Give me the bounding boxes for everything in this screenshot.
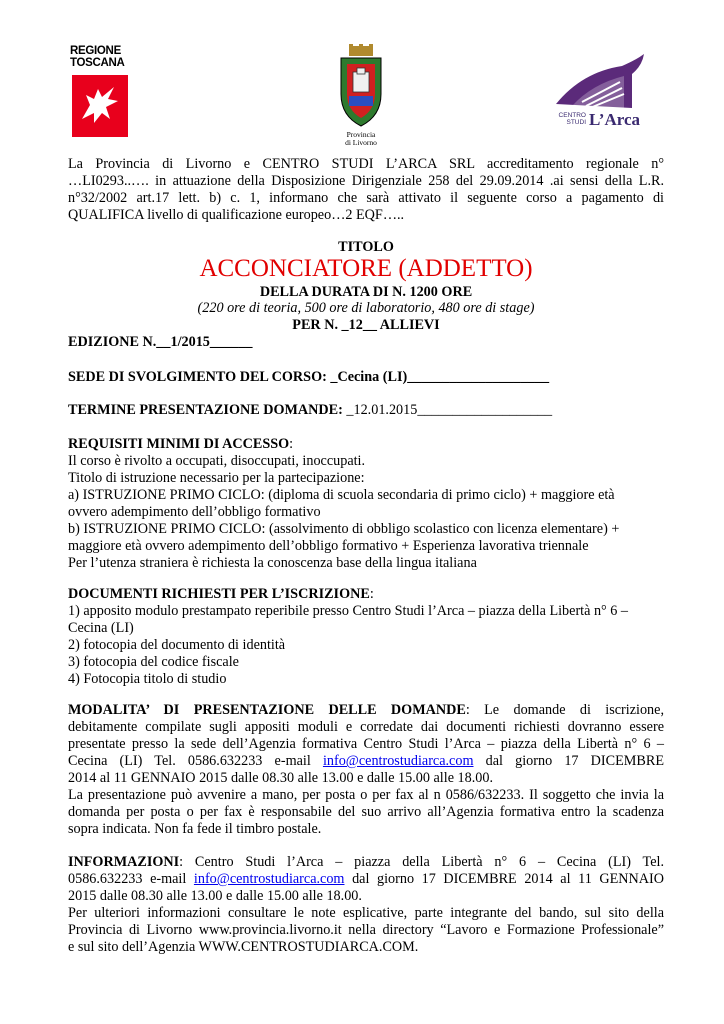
province-caption-1: Provincia bbox=[346, 130, 376, 139]
course-allievi: PER N. _12__ ALLIEVI bbox=[292, 317, 440, 333]
informazioni-line: e sul sito dell’Agenzia WWW.CENTROSTUDIARCA.COM. bbox=[68, 939, 419, 955]
informazioni-line: 2015 dalle 08.30 alle 13.00 e dalle 15.00 alle 18.00. bbox=[68, 888, 362, 904]
termine-row bbox=[68, 402, 664, 419]
modalita-line: debitamente compilate sugli appositi moduli e corredate dai documenti richiesti dovranno essere bbox=[68, 719, 664, 735]
arca-small-text: CENTRO STUDI bbox=[558, 112, 586, 126]
titolo-label: TITOLO bbox=[338, 239, 394, 255]
intro-line-2: …LI0293..…. in attuazione della Disposizione Dirigenziale 258 del 29.09.2014 .ai sensi della L.R. bbox=[68, 173, 664, 189]
requisiti-section: REQUISITI MINIMI DI ACCESSO: Il corso è rivolto a occupati, disoccupati, inoccupati. Titolo di istruzione necessario per la partecipazione: a) ISTRUZIONE PRIMO CICLO: (diploma di scuola secondaria di primo ciclo) + maggiore età ovvero adempimento dell’obbligo formativo b) ISTRUZIONE PRIMO CICLO: (assolvimento di obbligo scolastico con licenza elementare) + maggiore età ovvero adempimento dell’obbligo formativo + Esperienza lavorativa triennale Per l’utenza straniera è richiesta la conoscenza base della lingua italiana bbox=[68, 436, 664, 572]
province-caption-2: di Livorno bbox=[345, 138, 377, 147]
termine-label: TERMINE PRESENTAZIONE DOMANDE: bbox=[68, 402, 343, 418]
modalita-line: 2014 al 11 GENNAIO 2015 dalle 08.30 alle 13.00 e dalle 15.00 alle 18.00. bbox=[68, 770, 494, 786]
documenti-heading: DOCUMENTI RICHIESTI PER L’ISCRIZIONE bbox=[68, 586, 370, 602]
informazioni-line: dal giorno 17 DICEMBRE 2014 al 11 GENNAIO bbox=[344, 871, 664, 887]
documenti-line: 2) fotocopia del documento di identità bbox=[68, 637, 286, 653]
requisiti-line: Titolo di istruzione necessario per la partecipazione: bbox=[68, 470, 365, 486]
modalita-line: Cecina (LI) Tel. 0586.632233 e-mail bbox=[68, 753, 323, 769]
informazioni-section bbox=[68, 854, 664, 956]
requisiti-line: a) ISTRUZIONE PRIMO CICLO: (diploma di scuola secondaria di primo ciclo) + maggiore età bbox=[68, 487, 615, 503]
intro-line-1: La Provincia di Livorno e CENTRO STUDI L’ARCA SRL accreditamento regionale n° bbox=[68, 156, 664, 172]
documenti-line: 1) apposito modulo prestampato reperibile presso Centro Studi l’Arca – piazza della Libertà n° 6 – bbox=[68, 603, 629, 619]
course-breakdown: (220 ore di teoria, 500 ore di laboratorio, 480 ore di stage) bbox=[197, 300, 535, 316]
informazioni-line: : Centro Studi l’Arca – piazza della Libertà n° 6 – Cecina (LI) Tel. bbox=[179, 854, 664, 870]
documenti-line: 4) Fotocopia titolo di studio bbox=[68, 671, 227, 687]
modalita-line: : Le domande di iscrizione, bbox=[465, 702, 664, 718]
arca-big-text: L’Arca bbox=[589, 110, 640, 129]
modalita-line: dal giorno 17 DICEMBRE bbox=[473, 753, 664, 769]
documenti-section: DOCUMENTI RICHIESTI PER L’ISCRIZIONE: 1) apposito modulo prestampato reperibile presso Centro Studi l’Arca – piazza della Libertà n° 6 – Cecina (LI) 2) fotocopia del documento di identità 3) fotocopia del codice fiscale 4) Fotocopia titolo di studio bbox=[68, 586, 664, 688]
provincia-livorno-crest bbox=[335, 44, 387, 149]
termine-value: _12.01.2015___________________ bbox=[342, 402, 553, 418]
regione-toscana-logo bbox=[70, 45, 130, 140]
modalita-line: La presentazione può avvenire a mano, per posta o per fax al n 0586/632233. Il soggetto che invia la bbox=[68, 787, 664, 803]
modalita-section bbox=[68, 702, 664, 838]
pegasus-emblem bbox=[72, 75, 128, 137]
regione-toscana-text: REGIONE TOSCANA bbox=[70, 45, 125, 69]
course-sede: SEDE DI SVOLGIMENTO DEL CORSO: _Cecina (LI)____________________ bbox=[68, 369, 550, 385]
documenti-line: Cecina (LI) bbox=[68, 620, 134, 636]
modalita-line: sopra indicata. Non fa fede il timbro postale. bbox=[68, 821, 322, 837]
documenti-line: 3) fotocopia del codice fiscale bbox=[68, 654, 239, 670]
requisiti-line: b) ISTRUZIONE PRIMO CICLO: (assolvimento di obbligo scolastico con licenza elementare) + bbox=[68, 521, 620, 537]
course-title: ACCONCIATORE (ADDETTO) bbox=[199, 255, 533, 282]
requisiti-line: ovvero adempimento dell’obbligo formativo bbox=[68, 504, 321, 520]
course-edizione: EDIZIONE N.__1/2015______ bbox=[68, 334, 253, 350]
informazioni-heading: INFORMAZIONI bbox=[68, 854, 180, 870]
course-duration: DELLA DURATA DI N. 1200 ORE bbox=[259, 284, 473, 300]
modalita-email-link[interactable]: info@centrostudiarca.com bbox=[322, 753, 474, 769]
requisiti-line: maggiore età ovvero adempimento dell’obbligo formativo + Esperienza lavorativa triennale bbox=[68, 538, 589, 554]
modalita-line: presentate presso la sede dell’Agenzia formativa Centro Studi l’Arca – piazza della Libertà n° 6 – bbox=[68, 736, 664, 752]
informazioni-email-link[interactable]: info@centrostudiarca.com bbox=[193, 871, 345, 887]
informazioni-line: Provincia di Livorno www.provincia.livorno.it nella directory “Lavoro e Formazione Professionale” bbox=[68, 922, 664, 938]
ark-icon bbox=[552, 52, 652, 110]
requisiti-line: Per l’utenza straniera è richiesta la conoscenza base della lingua italiana bbox=[68, 555, 477, 571]
crest-icon bbox=[335, 44, 387, 132]
informazioni-line: Per ulteriori informazioni consultare le note esplicative, parte integrante del bando, sul sito della bbox=[68, 905, 664, 921]
modalita-heading: MODALITA’ DI PRESENTAZIONE DELLE DOMANDE bbox=[68, 702, 466, 718]
modalita-line: domanda per posta o per fax è responsabile del suo arrivo all’Agenzia formativa entro la scadenza bbox=[68, 804, 664, 820]
centro-studi-larca-logo bbox=[552, 52, 654, 134]
intro-line-4: QUALIFICA livello di qualificazione europeo…2 EQF….. bbox=[68, 207, 405, 223]
informazioni-line: 0586.632233 e-mail bbox=[68, 871, 194, 887]
requisiti-heading: REQUISITI MINIMI DI ACCESSO bbox=[68, 436, 290, 452]
requisiti-line: Il corso è rivolto a occupati, disoccupati, inoccupati. bbox=[68, 453, 366, 469]
intro-line-3: n°32/2002 art.17 lett. b) c. 1, informano che sarà attivato il seguente corso a pagamento di bbox=[68, 190, 664, 206]
